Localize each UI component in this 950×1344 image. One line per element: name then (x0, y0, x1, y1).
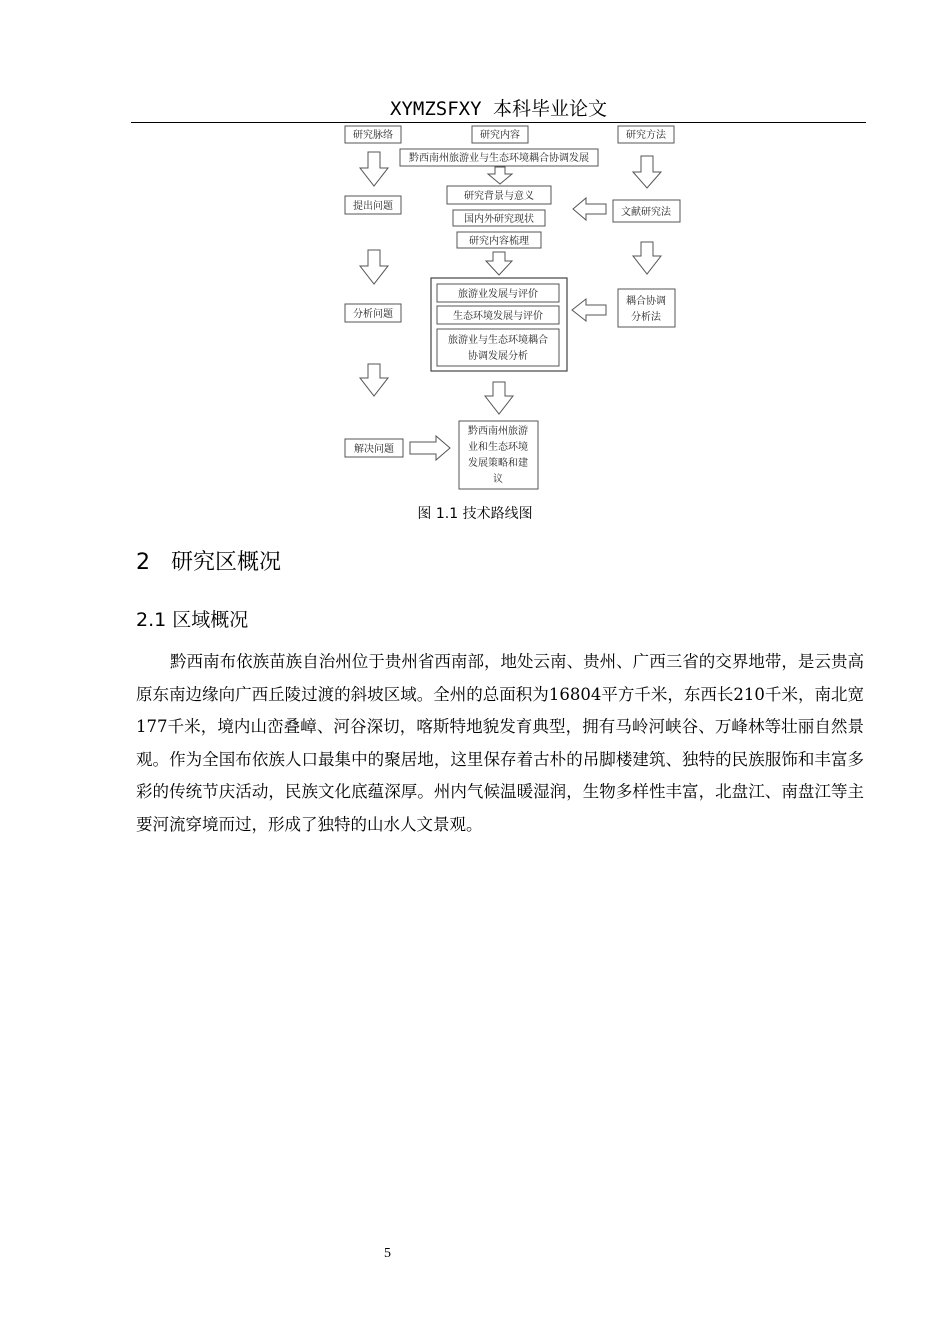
column-header-middle (472, 126, 528, 143)
down-arrow-icon (485, 382, 513, 414)
left-arrow-icon (572, 299, 606, 321)
method-box-coupling (618, 289, 675, 327)
page-header (131, 96, 866, 123)
middle-item-label: 生态环境发展与评价 (453, 311, 543, 322)
top-title-label: 黔西南州旅游业与生态环境耦合协调发展 (409, 153, 589, 164)
left-arrow-icon (573, 198, 606, 220)
method-label: 分析法 (631, 312, 661, 323)
down-arrow-icon (633, 242, 661, 274)
left-step-box (345, 304, 401, 322)
section-heading (136, 545, 281, 576)
right-arrow-icon (410, 436, 450, 460)
body-paragraph: 黔西南布依族苗族自治州位于贵州省西南部，地处云南、贵州、广西三省的交界地带，是云贵高原东南边缘向广西丘陵过渡的斜坡区域。全州的总面积为16804平方千米，东西长210千米，南北宽177千米，境内山峦叠嶂、河谷深切，喀斯特地貌发育典型，拥有马岭河峡谷、万峰林等壮丽自然景观。作为全国布依族人口最集中的聚居地，这里保存着古朴的吊脚楼建筑、独特的民族服饰和丰富多彩的传统节庆活动，民族文化底蕴深厚。州内气候温暖湿润，生物多样性丰富，北盘江、南盘江等主要河流穿境而过，形成了独特的山水人文景观。 (136, 652, 864, 834)
middle-item-label: 研究内容梳理 (469, 236, 529, 247)
final-result-line: 议 (493, 474, 503, 485)
column-header-right (618, 126, 674, 143)
left-step-label: 分析问题 (353, 309, 393, 320)
middle-item-label: 研究背景与意义 (464, 191, 534, 202)
middle-group-1 (447, 186, 551, 248)
figure-caption: 图 1.1 技术路线图 (417, 506, 533, 522)
method-box-literature (613, 200, 680, 222)
column-header-left-label: 研究脉络 (353, 130, 393, 141)
method-label: 文献研究法 (621, 207, 671, 218)
left-step-box (345, 439, 403, 457)
final-result-line: 业和生态环境 (468, 442, 528, 453)
subsection-heading (136, 605, 248, 632)
subsection-number: 2.1 (136, 609, 167, 631)
down-arrow-icon (486, 252, 512, 275)
down-arrow-icon (360, 250, 388, 284)
section-title: 研究区概况 (170, 550, 281, 575)
final-result-line: 黔西南州旅游 (468, 426, 528, 437)
left-step-label: 提出问题 (353, 201, 393, 212)
down-arrow-icon (633, 156, 661, 188)
column-header-left (345, 126, 401, 143)
top-title-box (400, 149, 598, 166)
middle-item-label: 旅游业与生态环境耦合 (448, 335, 548, 346)
final-result-line: 发展策略和建 (468, 458, 528, 469)
left-step-box (345, 196, 401, 214)
middle-item-label: 旅游业发展与评价 (458, 289, 538, 300)
down-arrow-icon (360, 364, 388, 396)
section-number: 2 (136, 550, 150, 575)
left-step-label: 解决问题 (354, 444, 394, 455)
header-title: XYMZSFXY 本科毕业论文 (390, 98, 607, 120)
page-number: 5 (384, 1246, 391, 1261)
method-label: 耦合协调 (626, 296, 666, 307)
column-header-right-label: 研究方法 (626, 130, 666, 141)
subsection-title: 区域概况 (172, 609, 249, 631)
technical-roadmap-figure (340, 124, 690, 496)
column-header-middle-label: 研究内容 (480, 130, 520, 141)
middle-group-2 (431, 278, 567, 371)
down-arrow-icon (488, 167, 512, 184)
down-arrow-icon (360, 152, 388, 186)
middle-item-label: 国内外研究现状 (464, 214, 534, 225)
final-result-box (459, 421, 538, 489)
middle-item-label: 协调发展分析 (468, 351, 528, 362)
